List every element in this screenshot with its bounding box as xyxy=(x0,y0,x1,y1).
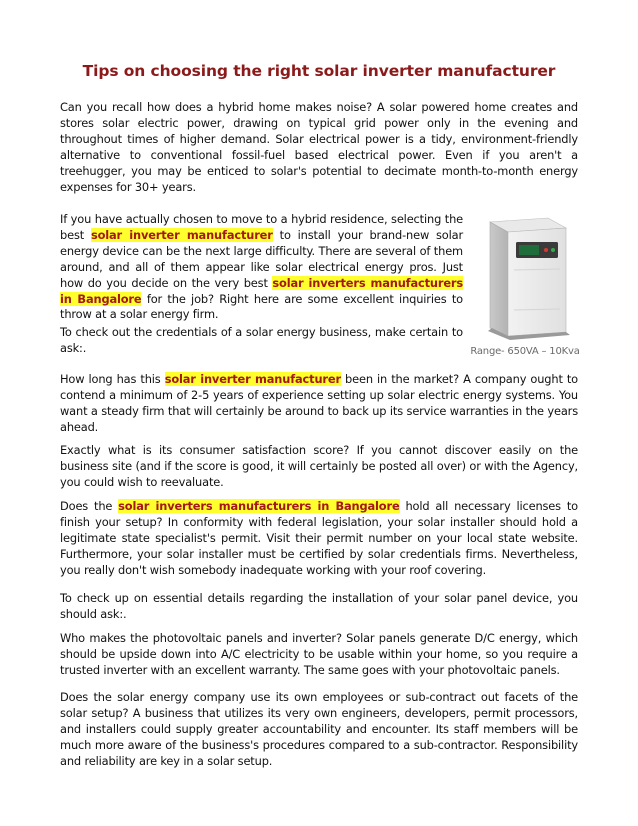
paragraph-text: to install your brand-new solar energy device can be the next large difficulty. There are several of them around, and all of them appear like solar electrical energy pros. Just how do you decide on the very best xyxy=(60,227,463,290)
paragraph-intro: Can you recall how does a hybrid home makes noise? A solar powered home creates and stores solar electric power, drawing on typical grid power only in the evening and throughout times of higher demand. Solar electrical power is a tidy, environment-friendly alternative to conventional fossil-fuel based electrical power. Even if you aren't a treehugger, you may be enticed to solar's potential to decimate month-to-month energy expenses for 30+ years. xyxy=(60,100,578,194)
paragraph-how-long xyxy=(60,372,578,436)
paragraph-text: How long has this xyxy=(60,372,165,386)
document-title: Tips on choosing the right solar inverter manufacturer xyxy=(82,62,556,80)
paragraph-credentials: To check out the credentials of a solar energy business, make certain to ask:. xyxy=(60,325,463,355)
paragraph-text: If you have actually chosen to move to a hybrid residence, selecting the best xyxy=(60,212,463,242)
inverter-figure xyxy=(470,214,580,362)
inverter-cabinet-image xyxy=(470,214,580,342)
highlight-link-solar-inverter-manufacturer-2[interactable]: solar inverter manufacturer xyxy=(164,372,341,386)
paragraph-text: hold all necessary licenses to finish your setup? In conformity with federal legislation, your solar installer should hold a legitimate state specialist's permit. Visit their permit number on your local state website. Furthermore, your solar installer must be certified by solar credentials firms. Nevertheless, you really don't wish somebody inadequate working with your roof covering. xyxy=(60,499,578,577)
paragraph-employees: Does the solar energy company use its own employees or sub-contract out facets of the solar setup? A business that utilizes its very own engineers, developers, permit processors, and installers could supply greater accountability and encounter. Its staff members will be much more aware of the business's procedures compared to a sub-contractor. Responsibility and reliability are key in a solar setup. xyxy=(60,690,578,768)
paragraph-text: for the job? Right here are some excellent inquiries to throw at a solar energy firm. xyxy=(60,291,464,322)
highlight-link-solar-inverters-bangalore[interactable]: solar inverters manufacturers in Bangalore xyxy=(60,275,463,306)
paragraph-satisfaction: Exactly what is its consumer satisfaction score? If you cannot discover easily on the business site (and if the score is good, it will certainly be posted all over) or with the Agency, you could wish to reevaluate. xyxy=(60,443,578,489)
paragraph-text: been in the market? A company ought to contend a minimum of 2-5 years of experience setting up solar electric energy systems. You want a steady firm that will certainly be around to back up its service warranties in the years ahead. xyxy=(60,372,579,434)
paragraph-photovoltaic: Who makes the photovoltaic panels and inverter? Solar panels generate D/C energy, which should be upside down into A/C electricity to be usable within your home, so you require a trusted inverter with an excellent warranty. The same goes with your photovoltaic panels. xyxy=(60,631,578,677)
paragraph-installation-details: To check up on essential details regarding the installation of your solar panel device, you should ask:. xyxy=(60,591,578,621)
paragraph-choosing xyxy=(60,212,463,323)
paragraph-text: Does the xyxy=(60,499,119,513)
highlight-link-solar-inverters-bangalore-2[interactable]: solar inverters manufacturers in Bangalore xyxy=(118,499,400,513)
highlight-link-solar-inverter-manufacturer[interactable]: solar inverter manufacturer xyxy=(90,227,273,242)
figure-caption: Range- 650VA – 10Kva xyxy=(470,346,580,357)
paragraph-licenses xyxy=(60,499,578,579)
